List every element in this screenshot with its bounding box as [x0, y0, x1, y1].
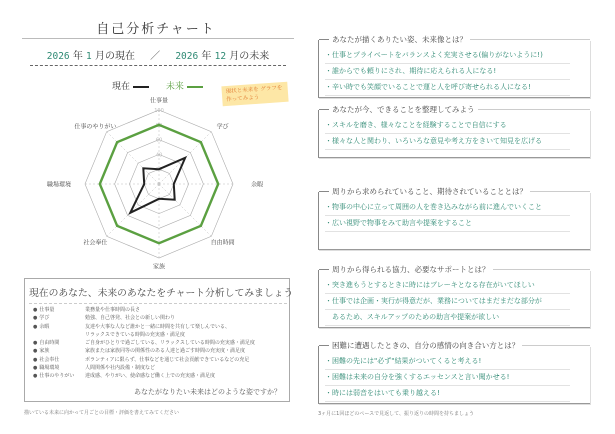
left-footer: 描いている未来に向かって月ごとの目標・評価を書えてみてください	[24, 410, 180, 416]
page-title: 自己分析チャート	[96, 22, 216, 37]
definition-item	[33, 347, 288, 355]
answer-line[interactable]: ・様々な人と関わり、いろいろな意見や考え方をきいて知見を広げる	[325, 134, 570, 150]
section-title: 周りから得られる協力、必要なサポートとは？	[319, 264, 590, 275]
year-label: 年	[72, 51, 83, 62]
axis-label: 家族	[152, 263, 166, 271]
axis-definitions	[33, 306, 288, 381]
definition-desc: 勉強、自己啓発、社会との新しい関わり	[85, 315, 176, 322]
separator: ／	[150, 51, 161, 62]
tick-label: 20	[155, 167, 163, 174]
section-box	[318, 105, 590, 158]
definition-desc: ご自身がひとりで過ごしている、リラックスしている時間の充実感・満足度	[85, 340, 255, 347]
future-label: 月の未来	[229, 51, 270, 62]
definition-item	[33, 364, 288, 372]
tick-label: 40	[155, 152, 163, 159]
section-title: あなたが描くありたい姿、未来像とは？	[319, 34, 590, 45]
section-box	[318, 341, 590, 404]
definition-key: ● 余暇	[33, 323, 85, 331]
definition-desc: 業務量や仕事時間の長さ	[85, 307, 141, 313]
year-label: 年	[201, 51, 212, 62]
definition-item	[33, 323, 288, 331]
axis-label: 余暇	[250, 181, 264, 189]
definition-desc: ボランティアに限らず、仕事などを通じて社会貢献できているなどの充足	[85, 356, 250, 363]
answer-line[interactable]: ・突き進もうとするときに時にはブレーキとなる存在がいてほしい	[325, 278, 570, 294]
answer-line[interactable]: ・辛い時でも笑顔でいることで運と人を呼び寄せられる人になる!	[325, 80, 570, 96]
axis-label: 社会奉仕	[83, 239, 108, 247]
answer-line[interactable]: ・困難の先には"必ず"結果がついてくると考える!	[325, 354, 570, 370]
legend-future: 未来	[165, 82, 184, 92]
definition-desc: 家族または家族同等の関係性のある人達と過ごす時間の充実度・満足度	[85, 348, 246, 355]
question: あなたがなりたい未来はどのような姿ですか？	[134, 388, 281, 396]
axis-label: 学び	[216, 123, 229, 131]
answer-line[interactable]: ・時には弱音をはいても乗り越える!	[325, 386, 570, 402]
now-label: 月の現在	[94, 51, 135, 62]
definition-item	[33, 306, 288, 314]
answer-line[interactable]: あるため、スキルアップのための助言や提案が欲しい	[325, 310, 570, 326]
definition-key: ● 学び	[33, 314, 85, 322]
legend-current: 現在	[112, 82, 131, 92]
definition-desc: 人間関係や社内設備・制度など	[85, 365, 156, 372]
section-box	[318, 265, 590, 328]
definition-key: ● 家族	[33, 347, 85, 355]
tick-label: 0	[157, 182, 161, 188]
axis-label: 職場環境	[46, 181, 72, 189]
section-title: 困難に遭遇したときの、自分の感情の向き合い方とは？	[319, 340, 590, 351]
definition-item	[33, 372, 288, 380]
month-future[interactable]: 12	[214, 51, 227, 62]
section-box	[318, 187, 590, 250]
definition-desc: 友達や大事な人など誰かと一緒に時間を共有して楽しんでいる、	[85, 323, 231, 330]
definition-key: ● 自由時間	[33, 339, 85, 347]
answer-line[interactable]: ・仕事では企画・実行が得意だが、業務についてはまだまだな部分が	[325, 294, 570, 310]
axis-label: 仕事のやりがい	[74, 123, 117, 131]
axis-label: 自由時間	[210, 239, 235, 247]
section-title: あなたが今、できることを整理してみよう	[319, 104, 590, 115]
definition-desc: 達成感、やりがい、使命感など働く上での充実感・満足度	[85, 373, 216, 380]
answer-line[interactable]: ・物事の中心に立って周囲の人を巻き込みながら前に進んでいくこと	[325, 200, 570, 216]
year-future[interactable]: 2026	[175, 51, 199, 62]
sticky-note: 現状と未来を グラフを作ってみよう	[221, 82, 288, 107]
axis-label: 仕事量	[149, 97, 169, 105]
answer-line[interactable]: ・仕事とプライベートをバランスよく充実させる(偏りがないように!)	[325, 48, 570, 64]
answer-line[interactable]: ・困難は未来の自分を強くするエッセンスと言い聞かせる!	[325, 370, 570, 386]
month-now[interactable]: 1	[86, 51, 92, 62]
analysis-box	[24, 278, 294, 402]
definition-key: ● 仕事のやりがい	[33, 372, 85, 380]
right-footer: 3ヶ月に1回ほどのペースで見返して、振り返りの時間を持ちましょう	[318, 411, 475, 417]
tick-label: 100	[154, 108, 164, 114]
radar-chart	[0, 0, 320, 280]
year-now[interactable]: 2026	[46, 51, 70, 62]
analysis-title: 現在のあなた、未来のあなたをチャート分析してみましょう	[29, 285, 287, 304]
definition-item	[33, 331, 288, 339]
definition-desc: リラックスできている時間の充実感・満足度	[85, 331, 185, 338]
definition-item	[33, 314, 288, 322]
definition-item	[33, 356, 288, 364]
definition-key: ● 仕事量	[33, 306, 85, 314]
definition-key: ● 社会奉仕	[33, 356, 85, 364]
tick-label: 60	[155, 137, 163, 144]
answer-line[interactable]: ・誰からでも頼りにされ、期待に応えられる人になる!	[325, 64, 570, 80]
tick-label: 80	[155, 122, 163, 129]
answer-line[interactable]: ・広い視野で物事をみて助言や提案をすること	[325, 216, 570, 232]
definition-key: ● 職場環境	[33, 364, 85, 372]
section-title: 周りから求められていること、期待されていることとは？	[319, 186, 590, 197]
definition-item	[33, 339, 288, 347]
answer-line[interactable]: ・スキルを磨き、様々なことを経験することで自信にする	[325, 118, 570, 134]
section-box	[318, 35, 590, 98]
